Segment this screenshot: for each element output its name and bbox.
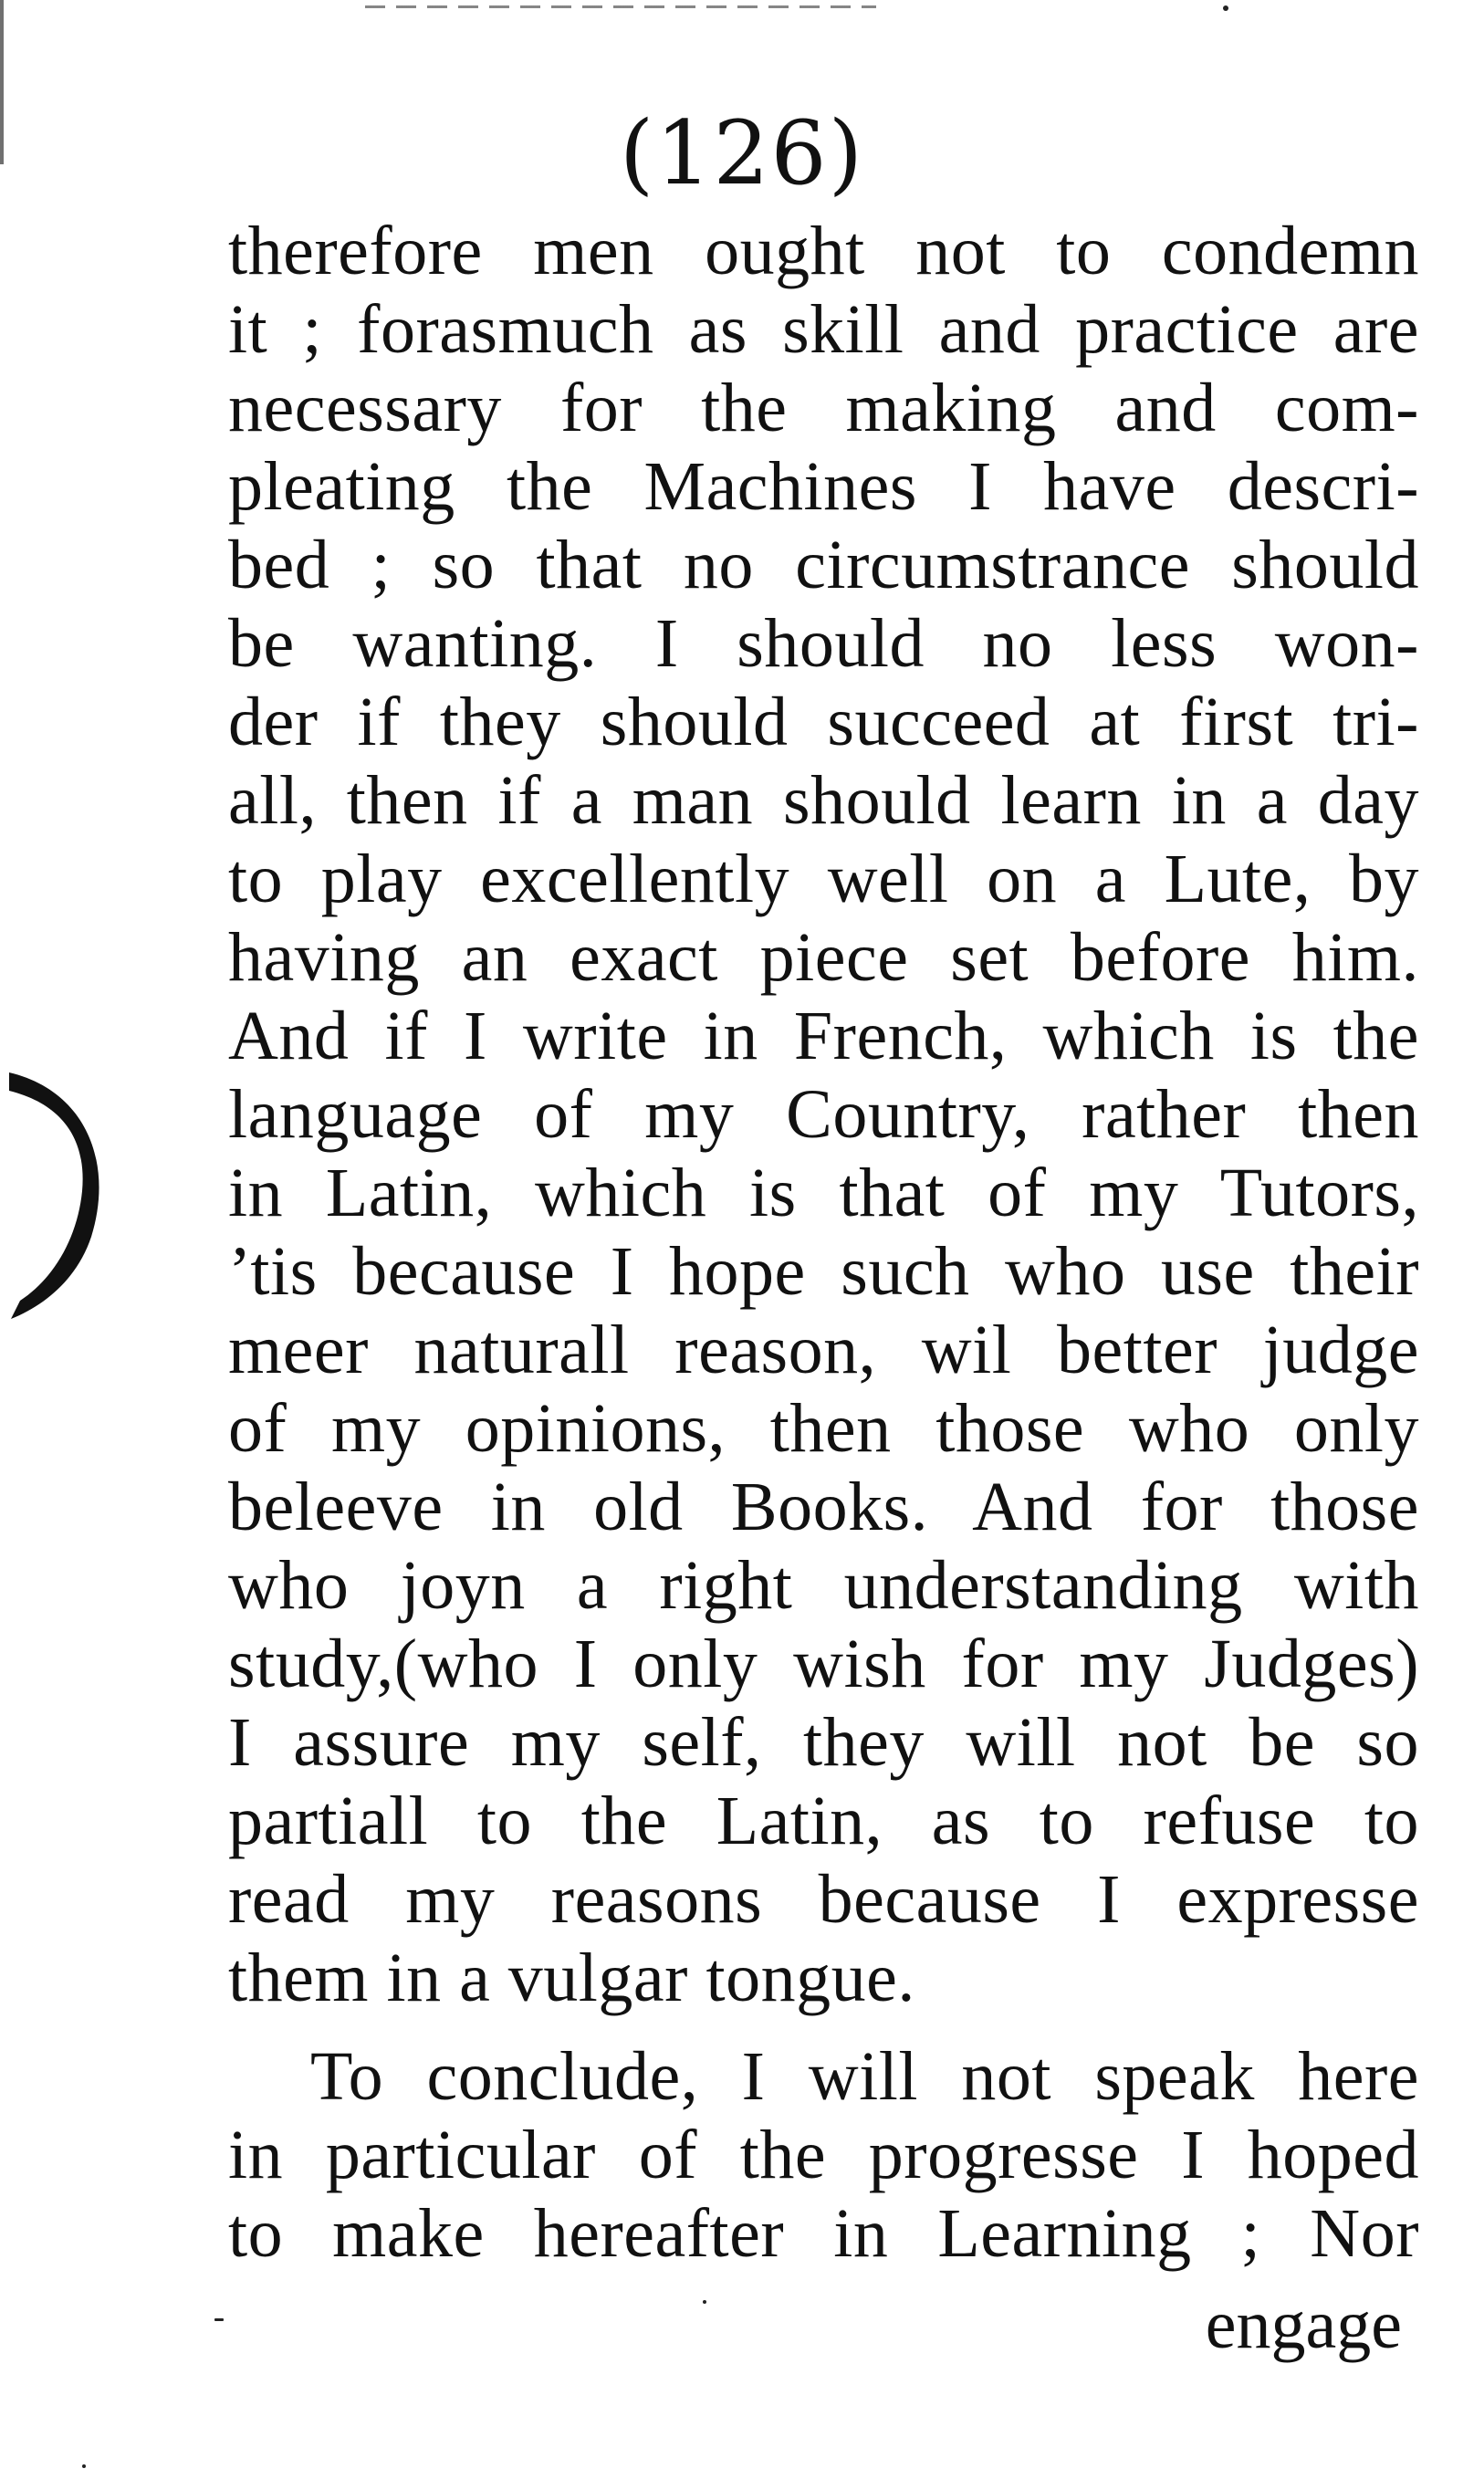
text-line: them in a vulgar tongue. (228, 1940, 915, 2016)
text-line: language of my Country, rather then (228, 1076, 1419, 1153)
text-line: read my reasons because I expresse (228, 1861, 1419, 1938)
margin-bracket-mark (0, 1054, 119, 1328)
text-line: having an exact piece set before him. (228, 919, 1419, 996)
ink-speck (1223, 5, 1228, 11)
text-line: bed ; so that no circumstrance should (228, 527, 1419, 603)
text-line: I assure my self, they will not be so (228, 1704, 1419, 1781)
text-line: who joyn a right understanding with (228, 1547, 1419, 1624)
text-line: all, then if a man should learn in a day (228, 762, 1419, 839)
text-line: pleating the Machines I have descri- (228, 448, 1419, 525)
body-text (228, 212, 1419, 2273)
text-line: therefore men ought not to condemn (228, 213, 1419, 289)
text-line: partiall to the Latin, as to refuse to (228, 1783, 1419, 1859)
text-line: study,(who I only wish for my Judges) (228, 1626, 1419, 1702)
text-line: necessary for the making and com- (228, 370, 1419, 446)
ink-speck (82, 2464, 86, 2468)
catchword: engage (1205, 2286, 1402, 2363)
text-line: be wanting. I should no less won- (228, 605, 1419, 682)
top-edge-rule (365, 5, 876, 8)
text-line: And if I write in French, which is the (228, 998, 1419, 1074)
text-line: to make hereafter in Learning ; Nor (228, 2195, 1419, 2272)
text-line: to play excellently well on a Lute, by (228, 841, 1419, 917)
text-line: it ; forasmuch as skill and practice are (228, 291, 1419, 368)
text-line: To conclude, I will not speak here (310, 2038, 1419, 2115)
text-line: der if they should succeed at first tri- (228, 684, 1419, 760)
text-line: beleeve in old Books. And for those (228, 1469, 1419, 1545)
text-line: of my opinions, then those who only (228, 1390, 1419, 1467)
page-number: (126) (619, 102, 865, 204)
text-line: in Latin, which is that of my Tutors, (228, 1155, 1419, 1231)
text-line: in particular of the progresse I hoped (228, 2117, 1419, 2193)
ink-speck (703, 2300, 706, 2304)
text-line: meer naturall reason, wil better judge (228, 1312, 1419, 1388)
ink-speck (214, 2318, 224, 2321)
text-line: ’tis because I hope such who use their (228, 1233, 1419, 1310)
